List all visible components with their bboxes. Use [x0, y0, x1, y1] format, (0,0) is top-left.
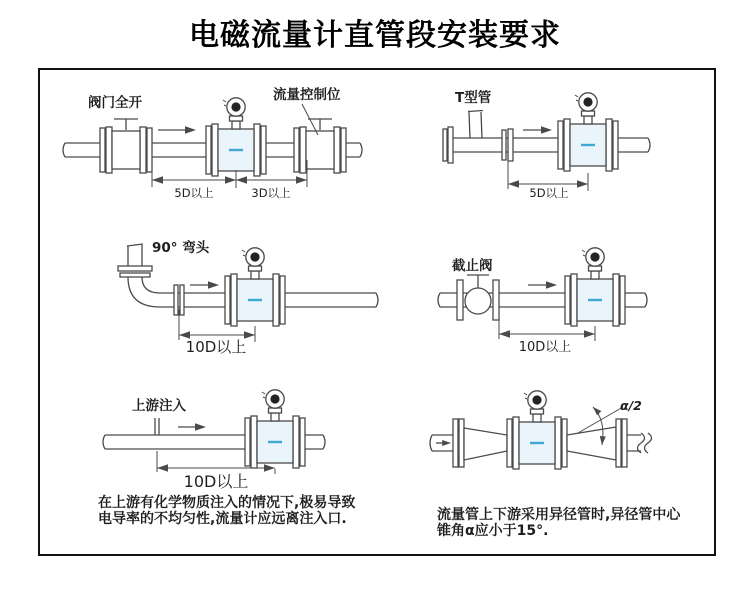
- gate-valve-icon: [100, 119, 152, 173]
- valve-open-label: 阀门全开: [88, 95, 142, 111]
- pipe-right: [627, 435, 641, 451]
- t-pipe-label: T型管: [455, 90, 492, 106]
- flow-arrow-icon: [436, 440, 451, 446]
- panel-elbow: [90, 230, 395, 360]
- flowmeter-icon: [206, 98, 266, 176]
- globe-valve-icon: [457, 275, 499, 320]
- reducer-note-line2: 锥角α应小于15°.: [437, 523, 549, 539]
- t-branch: [468, 111, 483, 139]
- reducer-note-line1: 流量管上下游采用异径管时,异径管中心: [437, 507, 681, 523]
- end-flange: [443, 127, 453, 163]
- injection-note-line2: 电导率的不均匀性,流量计应远离注入口.: [98, 511, 347, 527]
- elbow-flange: [118, 266, 152, 277]
- dim-label-10d: 10D以上: [185, 338, 247, 356]
- panel-reducer: [420, 390, 710, 545]
- panel-stop-valve: [430, 250, 680, 355]
- panel-injection: [95, 390, 390, 525]
- injection-label: 上游注入: [132, 398, 186, 414]
- dim-label-5d: 5D以上: [529, 186, 569, 200]
- panel-valve-open: [55, 80, 400, 215]
- dim-label-10d: 10D以上: [183, 472, 249, 491]
- dim-label-3d: 3D以上: [251, 186, 291, 200]
- flowmeter-icon: [245, 390, 305, 468]
- pipe-break-mark: [638, 433, 652, 453]
- reducer-cone-left: [464, 428, 507, 460]
- injection-tube: [155, 418, 159, 435]
- stop-valve-label: 截止阀: [452, 258, 493, 274]
- flow-arrow-icon: [178, 423, 206, 431]
- flowmeter-icon: [507, 391, 567, 469]
- elbow-label: 90° 弯头: [152, 240, 210, 256]
- dim-label-5d: 5D以上: [174, 186, 214, 200]
- diagram-frame: [38, 68, 716, 556]
- flow-arrow-icon: [523, 126, 552, 134]
- flow-arrow-icon: [528, 281, 557, 289]
- injection-note-line1: 在上游有化学物质注入的情况下,极易导致: [98, 495, 356, 511]
- flowmeter-icon: [565, 248, 625, 326]
- reducer-cone-right: [567, 427, 616, 460]
- control-valve-icon: [294, 119, 346, 173]
- big-flange-right: [616, 419, 627, 467]
- flowmeter-icon: [225, 248, 285, 326]
- angle-label: α/2: [620, 398, 642, 413]
- flowmeter-icon: [558, 93, 618, 171]
- flow-arrow-icon: [158, 126, 196, 134]
- dim-label-10d: 10D以上: [518, 340, 572, 355]
- big-flange-left: [453, 419, 464, 467]
- pipe: [453, 138, 650, 152]
- flow-arrow-icon: [190, 281, 219, 289]
- page-title: 电磁流量计直管段安装要求: [189, 18, 561, 53]
- panel-t-pipe: [425, 85, 700, 210]
- flow-control-label: 流量控制位: [273, 87, 341, 103]
